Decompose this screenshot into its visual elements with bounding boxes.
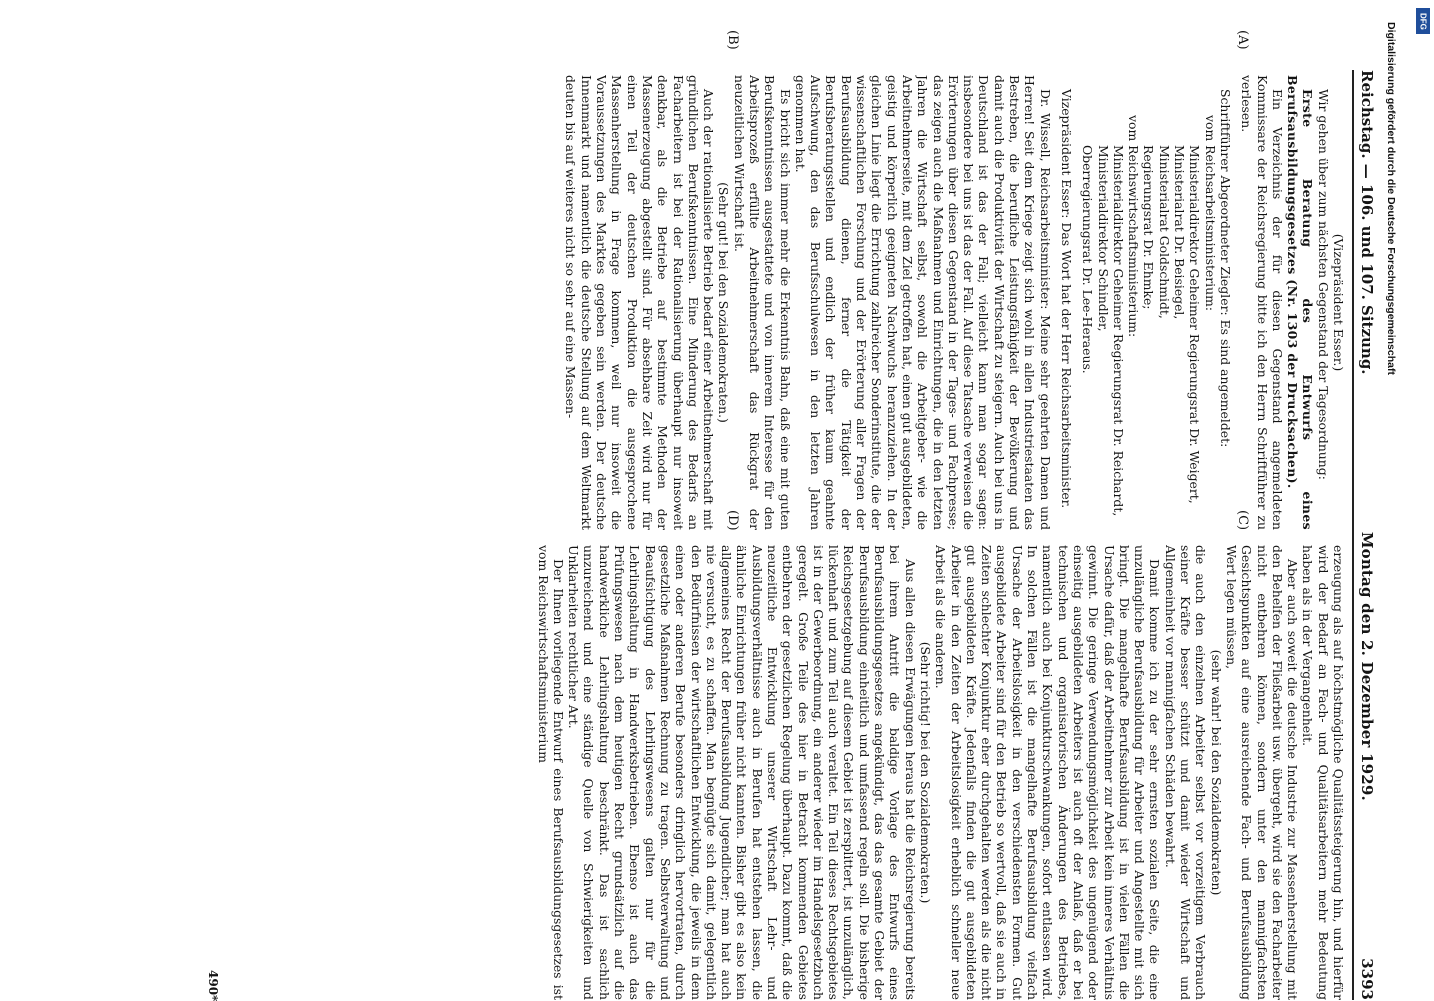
interjection: (sehr wahr! bei den Sozialdemokraten) <box>1208 649 1224 896</box>
commissioner-entry: Regierungsrat Dr. Ehmke; <box>1141 145 1157 310</box>
credit-text: Digitalisierung gefördert durch die Deutsche Forschungsgemeinschaft <box>1385 22 1397 375</box>
commissioner-entry: Ministerialdirektor Schindler, <box>1095 145 1111 332</box>
commissioner-entry: Ministerialrat Goldschmidt, <box>1156 145 1172 319</box>
speaker-paragraph: Schriftführer Abgeordneter Ziegler: Es sind angemeldet: <box>1217 89 1233 448</box>
speaker-paragraph: Vizepräsident Esser: Das Wort hat der Herr Reichsarbeitsminister. <box>1058 89 1074 509</box>
signature-mark: 490* <box>206 970 220 1001</box>
speech-paragraph: erzeugung als auf höchstmögliche Qualitätssteigerung hin, und hierfür wird der Bedarf an Fach- und Qualitätsarbeitern mehr Bedeutung haben als in der Vergangenheit. <box>1300 545 1346 1000</box>
ministry-heading: vom Reichswirtschaftsministerium: <box>1126 115 1142 338</box>
paragraph: Wir gehen über zum nächsten Gegenstand der Tagesordnung: <box>1315 89 1331 480</box>
margin-marker-b: (B) <box>725 30 740 50</box>
paragraph: Ein Verzeichnis der für diesen Gegenstand angemeldeten Kommissare der Reichsregierung bitte ich den Herrn Schriftführer zu verlesen. <box>1239 75 1285 530</box>
speech-paragraph: Damit komme ich zu der sehr ernsten sozialen Seite, die eine unzulängliche Berufsausbildung für Arbeiter und Angestellte mit sich bringt. Die mangelhafte Berufsausbildung ist in vielen Fällen die Ursache dafür, daß der Arbeitnehmer zur Arbeit kein inneres Verhältnis gewinnt. Die geringe Verwendungsmöglichkeit des ungenügend oder einseitig ausgebildeten Arbeiters ist auch oft der Anlaß, daß er bei technischen und organisatorischen Änderungen des Betriebes, namentlich auch bei Konjunkturschwankungen, sofort entlassen wird. In solchen Fällen ist die mangelhafte Berufsausbildung vielfach Ursache der Arbeitslosigkeit in den verschiedensten Formen. Gut ausgebildete Arbeiter sind für den Betrieb so wertvoll, daß sie auch in Zeiten schlechter Konjunktur eher durchgehalten werden als die nicht gut ausgebildeten Kräfte. Jedenfalls finden die gut ausgebildeten Arbeiter in den Zeiten der Arbeitslosigkeit erheblich schneller neue Arbeit als die anderen. <box>933 545 1163 1000</box>
dfg-logo-icon: DFG <box>1416 8 1430 34</box>
commissioner-entry: Oberregierungsrat Dr. Lee-Heraeus. <box>1080 145 1096 374</box>
margin-marker-c: (C) <box>1235 510 1250 531</box>
right-text-column <box>196 545 1346 1000</box>
margin-marker-d: (D) <box>725 510 740 531</box>
rotated-document-page <box>180 0 1380 1000</box>
speech-paragraph: Es bricht sich immer mehr die Erkenntnis Bahn, daß eine mit guten Berufskenntnissen ausgestattete und von innerem Interesse für den Arbeitsprozeß erfüllte Arbeitnehmerschaft das Rückgrat der neuzeitlichen Wirtschaft ist. <box>731 75 793 530</box>
running-head-left: Reichstag. — 106. und 107. Sitzung. <box>1358 70 1376 375</box>
speech-paragraph: Dr. Wissell, Reichsarbeitsminister: Meine sehr geehrten Damen und Herren! Seit dem Kriege zeigt sich wohl in allen Industriestaaten das Bestreben, die berufliche Leistungsfähigkeit der Bevölkerung und damit auch die Produktivität der Wirtschaft zu steigern. Auch bei uns in Deutschland ist das der Fall; vielleicht kann man sogar sagen: insbesondere bei uns ist das der Fall. Auf diese Tatsache verweisen die Erörterungen über diesen Gegenstand in der Tages- und Fachpresse; das zeigen auch die Maßnahmen und Einrichtungen, die in den letzten Jahren die Wirtschaft selbst, sowohl die Arbeitgeber- wie die Arbeitnehmerseite, mit dem Ziel getroffen hat, einen gut ausgebildeten, geistig und körperlich geeigneten Nachwuchs heranzuziehen. In der gleichen Linie liegt die Errichtung zahlreicher Sonderinstitute, die der wissenschaftlichen Forschung und der Erörterung aller Fragen der Berufsausbildung dienen, ferner die Tätigkeit der Berufsberatungsstellen und endlich der früher kaum geahnte Aufschwung, den das Berufsschulwesen in den letzten Jahren genommen hat. <box>792 75 1053 530</box>
margin-marker-a: (A) <box>1235 30 1250 50</box>
digitization-credit <box>1375 12 1415 992</box>
running-head-date: Montag den 2. Dezember 1929. <box>1358 531 1376 801</box>
speech-paragraph: die auch den einzelnen Arbeiter selbst vor vorzeitigem Verbrauch seiner Kräfte besser schützt und damit wieder Wirtschaft und Allgemeinheit vor mannigfachen Schäden bewahrt. <box>1162 545 1209 1000</box>
speech-paragraph: Aber auch soweit die deutsche Industrie zur Massenherstellung mit den Behelfen der Fließarbeit usw. übergeht, wird sie den Facharbeiter nicht entbehren können, sondern unter den mannigfachsten Gesichtspunkten auf eine ausreichende Fach- und Berufsausbildung Wert legen müssen, <box>1223 545 1301 1000</box>
speaker-note: (Vizepräsident Esser.) <box>1331 233 1346 372</box>
interjection: (Sehr richtig! bei den Sozialdemokraten.) <box>917 641 933 904</box>
left-text-column <box>196 75 1346 530</box>
speech-paragraph: Auch der rationalisierte Betrieb bedarf einer Arbeitnehmerschaft mit gründlichen Berufskenntnissen. Eine Minderung des Bedarfs an Facharbeitern ist bei der Rationalisierung überhaupt nur insoweit denkbar, als die Betriebe auf bestimmte Methoden der Massenerzeugung abgestellt sind. Für absehbare Zeit wird nur für einen Teil der deutschen Produktion die ausgesprochene Massenherstellung in Frage kommen, weil nur insoweit die Voraussetzungen des Marktes gegeben sein werden. Der deutsche Innenmarkt und namentlich die deutsche Stellung auf dem Weltmarkt deuten bis auf weiteres nicht so sehr auf eine Massen- <box>563 75 717 530</box>
commissioner-entry: Ministerialrat Dr. Beisiegel, <box>1172 145 1188 320</box>
interjection: (Sehr gut! bei den Sozialdemokraten.) <box>716 182 732 423</box>
speech-paragraph: Der Ihnen vorliegende Entwurf eines Berufsausbildungsgesetzes ist vom Reichswirtschaftsministerium <box>535 545 566 1000</box>
commissioner-entry: Ministerialdirektor Geheimer Regierungsrat Dr. Reichardt, <box>1110 145 1126 517</box>
speech-paragraph: Aus allen diesen Erwägungen heraus hat die Reichsregierung bereits bei ihrem Antritt die baldige Vorlage des Entwurfs eines Berufsausbildungsgesetzes angekündigt, das das gesamte Gebiet der Berufsausbildung einheitlich und umfassend regeln soll. Die bisherige Reichsgesetzgebung auf diesem Gebiet ist zersplittert, ist unzulänglich, lückenhaft und zum Teil auch veraltet. Ein Teil dieses Rechtsgebietes ist in der Gewerbeordnung, ein anderer wieder im Handelsgesetzbuch geregelt. Große Teile des hier in Betracht kommenden Gebietes entbehren der gesetzlichen Regelung überhaupt. Dazu kommt, daß die neuzeitliche Entwicklung unserer Wirtschaft Lehr- und Ausbildungsverhältnisse auch in Berufen hat entstehen lassen, die ähnliche Einrichtungen früher nicht kannten. Bisher gibt es also kein allgemeines Recht der Berufsausbildung Jugendlicher; man hat auch nie versucht, es zu schaffen. Man begnügte sich damit, gelegentlich den Bedürfnissen der wirtschaftlichen Entwicklung, die jeweils in dem einen oder anderen Berufe besonders dringlich hervortraten, durch gesetzliche Maßnahmen Rechnung zu tragen. Selbstverwaltung und Beaufsichtigung des Lehrlingswesens galten nur für die Lehrlingshaltung in Handwerksbetrieben. Ebenso ist auch das Prüfungswesen nach dem heutigen Recht grundsätzlich auf die handwerkliche Lehrlingshaltung beschränkt. Das ist sachlich unzureichend und eine ständige Quelle von Schwierigkeiten und Unklarheiten rechtlicher Art. <box>566 545 918 1000</box>
agenda-item-title: Erste Beratung des Entwurfs eines Berufsausbildungsgesetzes (Nr. 1303 der Drucksachen). <box>1285 75 1316 530</box>
ministry-heading: vom Reichsarbeitsministerium: <box>1202 115 1218 312</box>
commissioner-entry: Ministerialdirektor Geheimer Regierungsrat Dr. Weigert, <box>1187 145 1203 504</box>
page-number: 3393 <box>1358 958 1376 1000</box>
